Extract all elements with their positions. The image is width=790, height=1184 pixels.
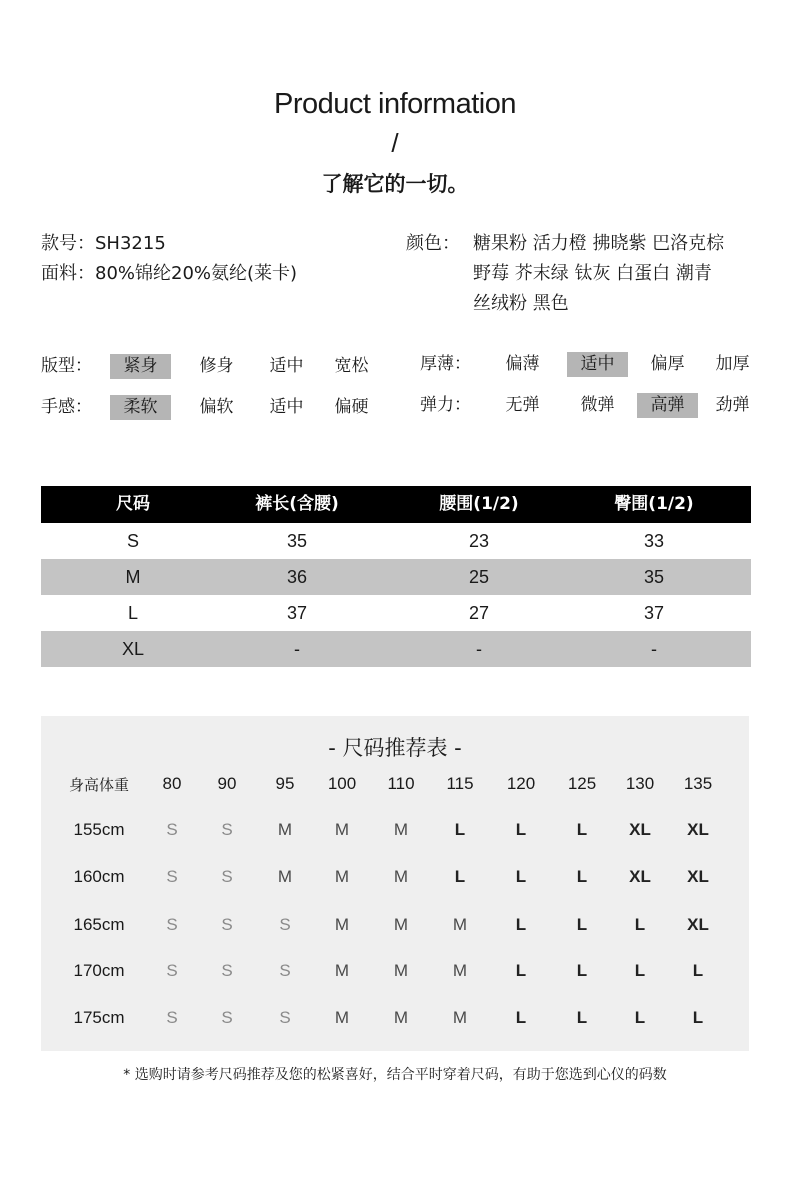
thickness-label: 厚薄： xyxy=(420,354,471,374)
thickness-option-thick: 偏厚 xyxy=(650,354,685,374)
recommended-size: S xyxy=(221,961,233,980)
cell-size: M xyxy=(125,567,141,587)
recommended-size: M xyxy=(277,867,293,886)
recommended-size: M xyxy=(393,867,409,886)
stretch-option-high: 高弹 xyxy=(637,393,698,418)
style-number: 款号：SH3215 xyxy=(41,233,166,254)
table-row xyxy=(41,523,751,559)
cell-size: XL xyxy=(121,639,145,659)
color-label: 颜色： xyxy=(406,233,460,254)
thickness-option-thin: 偏薄 xyxy=(505,354,540,374)
recommended-size: L xyxy=(454,820,466,839)
recommended-size: M xyxy=(277,820,293,839)
weight-header: 135 xyxy=(683,774,713,793)
recommended-size: XL xyxy=(687,820,709,839)
recommended-size: S xyxy=(166,915,178,934)
recommended-size: XL xyxy=(629,867,651,886)
recommendation-title: - 尺码推荐表 - xyxy=(328,736,462,760)
header-length: 裤长(含腰) xyxy=(255,494,339,514)
recommended-size: L xyxy=(515,1008,527,1027)
recommended-size: L xyxy=(576,820,588,839)
cell-hip: 33 xyxy=(643,531,665,551)
recommended-size: S xyxy=(279,1008,291,1027)
recommended-size: L xyxy=(634,961,646,980)
recommended-size: L xyxy=(576,1008,588,1027)
recommended-size: M xyxy=(452,1008,468,1027)
recommended-size: XL xyxy=(629,820,651,839)
color-list-line-1: 糖果粉 活力橙 拂晓紫 巴洛克棕 xyxy=(473,233,725,254)
recommended-size: S xyxy=(166,867,178,886)
recommended-size: M xyxy=(334,961,350,980)
color-list-line-2: 野莓 芥末绿 钛灰 白蛋白 潮青 xyxy=(473,263,712,284)
cell-waist: 27 xyxy=(468,603,490,623)
fit-option-slim: 修身 xyxy=(199,356,234,376)
weight-header: 115 xyxy=(446,774,474,793)
cell-hip: - xyxy=(651,639,657,659)
weight-header: 95 xyxy=(275,774,295,793)
recommended-size: L xyxy=(576,915,588,934)
recommended-size: S xyxy=(279,915,291,934)
recommended-size: M xyxy=(452,961,468,980)
recommended-size: S xyxy=(221,915,233,934)
fit-option-tight: 紧身 xyxy=(110,354,171,379)
recommended-size: L xyxy=(515,867,527,886)
cell-hip: 37 xyxy=(643,603,665,623)
recommended-size: S xyxy=(166,1008,178,1027)
cell-waist: 25 xyxy=(468,567,490,587)
recommended-size: L xyxy=(634,1008,646,1027)
weight-header: 120 xyxy=(506,774,536,793)
recommended-size: L xyxy=(634,915,646,934)
height-label: 165cm xyxy=(73,915,125,934)
weight-header: 90 xyxy=(217,774,237,793)
recommended-size: L xyxy=(576,867,588,886)
fit-option-loose: 宽松 xyxy=(334,356,369,376)
cell-hip: 35 xyxy=(643,567,665,587)
recommended-size: M xyxy=(393,1008,409,1027)
stretch-option-none: 无弹 xyxy=(505,395,540,415)
cell-length: - xyxy=(294,639,300,659)
recommended-size: L xyxy=(515,915,527,934)
height-label: 155cm xyxy=(73,820,125,839)
page-title: Product information xyxy=(274,88,516,120)
size-table xyxy=(41,486,751,667)
weight-header: 125 xyxy=(567,774,597,793)
feel-option-firm: 偏硬 xyxy=(334,397,369,417)
recommended-size: M xyxy=(334,867,350,886)
recommended-size: S xyxy=(166,961,178,980)
feel-option-fairly-soft: 偏软 xyxy=(199,397,234,417)
size-recommendation-panel xyxy=(41,716,749,1051)
recommended-size: L xyxy=(515,820,527,839)
recommended-size: S xyxy=(221,867,233,886)
recommended-size: XL xyxy=(687,867,709,886)
recommended-size: S xyxy=(221,1008,233,1027)
recommended-size: L xyxy=(454,867,466,886)
stretch-option-strong: 劲弹 xyxy=(715,395,750,415)
recommended-size: L xyxy=(576,961,588,980)
recommended-size: XL xyxy=(687,915,709,934)
height-label: 170cm xyxy=(73,961,125,980)
weight-header: 130 xyxy=(625,774,655,793)
recommended-size: S xyxy=(166,820,178,839)
recommended-size: L xyxy=(692,961,704,980)
cell-length: 35 xyxy=(286,531,308,551)
thickness-option-extra-thick: 加厚 xyxy=(715,354,750,374)
recommended-size: S xyxy=(221,820,233,839)
recommended-size: L xyxy=(515,961,527,980)
recommended-size: L xyxy=(692,1008,704,1027)
recommended-size: M xyxy=(334,915,350,934)
page-subtitle: 了解它的一切。 xyxy=(321,172,469,196)
recommended-size: S xyxy=(279,961,291,980)
recommendation-corner-label: 身高体重 xyxy=(68,776,129,794)
recommended-size: M xyxy=(334,1008,350,1027)
weight-header: 100 xyxy=(327,774,357,793)
cell-size: S xyxy=(126,531,139,551)
cell-waist: 23 xyxy=(468,531,490,551)
header-hip: 臀围(1/2) xyxy=(614,494,694,514)
stretch-label: 弹力： xyxy=(420,395,471,415)
recommended-size: M xyxy=(393,820,409,839)
footnote: * 选购时请参考尺码推荐及您的松紧喜好，结合平时穿着尺码，有助于您选到心仪的码数 xyxy=(123,1067,667,1083)
table-row xyxy=(41,631,751,667)
table-row xyxy=(41,595,751,631)
thickness-option-medium: 适中 xyxy=(567,352,628,377)
recommended-size: M xyxy=(393,915,409,934)
recommended-size: M xyxy=(393,961,409,980)
title-divider: / xyxy=(391,128,399,158)
size-table-header xyxy=(41,486,751,523)
feel-option-soft: 柔软 xyxy=(110,395,171,420)
header-size: 尺码 xyxy=(116,494,150,514)
cell-length: 37 xyxy=(286,603,308,623)
fit-option-regular: 适中 xyxy=(269,356,304,376)
header-waist: 腰围(1/2) xyxy=(439,494,519,514)
table-row xyxy=(41,559,751,595)
cell-length: 36 xyxy=(286,567,308,587)
weight-header: 110 xyxy=(387,774,415,793)
fit-label: 版型： xyxy=(41,356,92,376)
height-label: 160cm xyxy=(73,867,125,886)
fabric-info: 面料：80%锦纶20%氨纶(莱卡) xyxy=(41,263,298,284)
recommended-size: M xyxy=(334,820,350,839)
color-list-line-3: 丝绒粉 黑色 xyxy=(473,293,569,314)
cell-size: L xyxy=(127,603,138,623)
weight-header: 80 xyxy=(162,774,182,793)
feel-option-medium: 适中 xyxy=(269,397,304,417)
stretch-option-slight: 微弹 xyxy=(580,395,615,415)
feel-label: 手感： xyxy=(41,397,92,417)
height-label: 175cm xyxy=(73,1008,125,1027)
recommended-size: M xyxy=(452,915,468,934)
cell-waist: - xyxy=(476,639,482,659)
